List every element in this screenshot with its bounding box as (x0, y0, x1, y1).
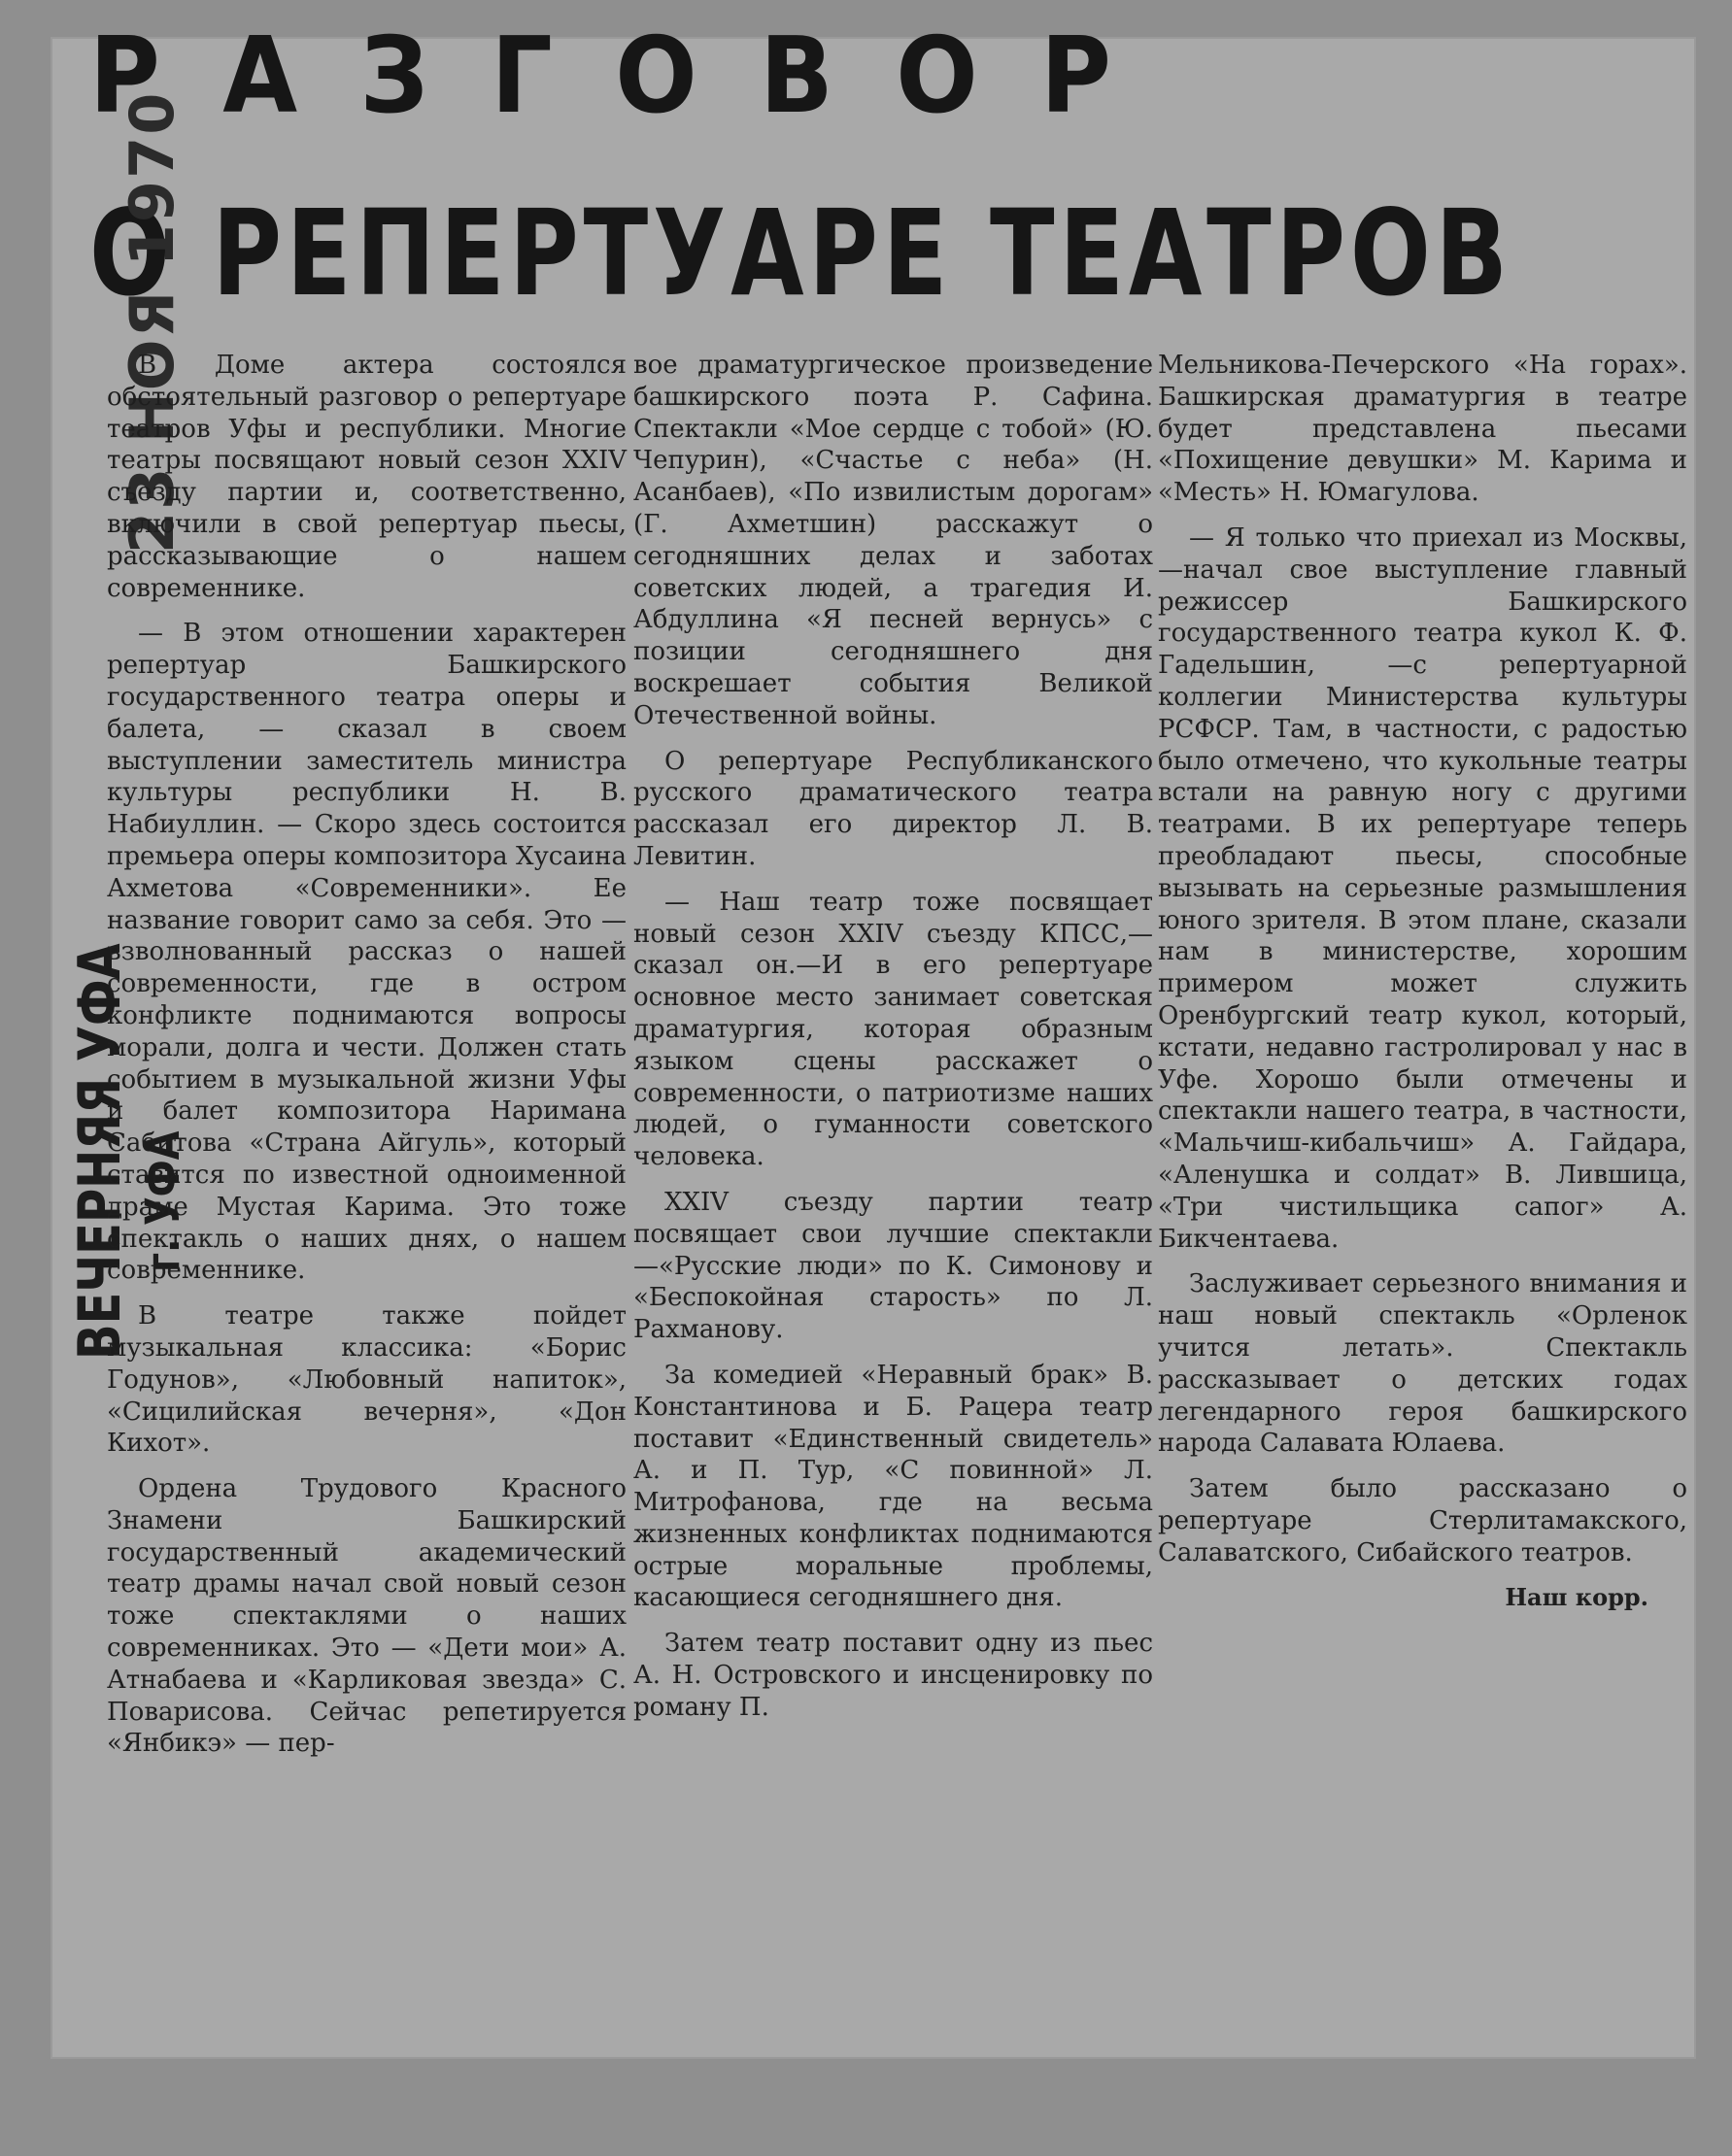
headline-line-2: О РЕПЕРТУАРЕ ТЕАТРОВ (89, 185, 1512, 322)
paragraph: Затем театр поставит одну из пьес А. Н. Островского и инсценировку по роману П. (633, 1629, 1153, 1722)
paragraph: Затем было рассказано о репертуаре Стерлитамакского, Салаватского, Сибайского театров. (1158, 1474, 1687, 1567)
article-signature: Наш корр. (1505, 1583, 1648, 1612)
paragraph: В Доме актера состоялся обстоятельный разговор о репертуаре театров Уфы и республики. Многие театры посвящают новый сезон XXIV съезду партии и, соответственно, включили в свой репертуар пьесы, рассказывающие о нашем современнике. (107, 351, 627, 603)
article-column-3 (1158, 350, 1687, 1614)
paragraph: В театре также пойдет музыкальная классика: «Борис Годунов», «Любовный напиток», «Сицилийская вечерня», «Дон Кихот». (107, 1301, 627, 1459)
paragraph: — Я только что приехал из Москвы,—начал свое выступление главный режиссер Башкирского государственного театра кукол К. Ф. Гадельшин, —с репертуарной коллегии Министерства культуры РСФСР. Там, в частности, с радостью было отмечено, что кукольные театры встали на равную ногу с другими театрами. В их репертуаре теперь преобладают пьесы, способные вызывать на серьезные размышления юного зрителя. В этом плане, сказали нам в министерстве, хорошим примером может служить Оренбургский театр кукол, который, кстати, недавно гастролировал у нас в Уфе. Хорошо были отмечены и спектакли нашего театра, в частности, «Мальчиш-кибальчиш» А. Гайдара, «Аленушка и солдат» В. Лившица, «Три чистильщика сапог» А. Бикчентаева. (1158, 522, 1687, 1254)
paragraph: О репертуаре Республиканского русского драматического театра рассказал его директор Л. В. Левитин. (633, 746, 1153, 871)
paragraph: Мельникова-Печерского «На горах». Башкирская драматургия в театре будет представлена пьесами «Похищение девушки» М. Карима и «Месть» Н. Юмагулова. (1158, 351, 1687, 508)
article-column-2 (633, 350, 1153, 1737)
headline-line-1: РАЗГОВОР (89, 16, 1174, 137)
date-stamp: 23 НОЯ 1970 (117, 90, 187, 554)
paragraph: Ордена Трудового Красного Знамени Башкирский государственный академический театр драмы начал свой новый сезон тоже спектаклями о наших современниках. Это — «Дети мои» А. Атнабаева и «Карликовая звезда» С. Поварисова. Сейчас репетируется «Янбикэ» — пер- (107, 1474, 627, 1759)
paragraph: За комедией «Неравный брак» В. Константинова и Б. Рацера театр поставит «Единственный свидетель» А. и П. Тур, «С повинной» Л. Митрофанова, где на весьма жизненных конфликтах поднимаются острые моральные проблемы, касающиеся сегодняшнего дня. (633, 1360, 1153, 1613)
paragraph: Заслуживает серьезного внимания и наш новый спектакль «Орленок учится летать». Спектакль рассказывает о детских годах легендарного героя башкирского народа Салавата Юлаева. (1158, 1269, 1687, 1459)
paragraph: — В этом отношении характерен репертуар Башкирского государственного театра оперы и балета, — сказал в своем выступлении заместитель министра культуры республики Н. В. Набиуллин. — Скоро здесь состоится премьера оперы композитора Хусаина Ахметова «Современники». Ее название говорит само за себя. Это — взволнованный рассказ о нашей современности, где в остром конфликте поднимаются вопросы морали, долга и чести. Должен стать событием в музыкальной жизни Уфы и балет композитора Наримана Сабитова «Страна Айгуль», который ставится по известной одноименной драме Мустая Карима. Это тоже спектакль о наших днях, о нашем современнике. (107, 619, 627, 1286)
paragraph: XXIV съезду партии театр посвящает свои лучшие спектакли—«Русские люди» по К. Симонову и «Беспокойная старость» по Л. Рахманову. (633, 1187, 1153, 1345)
city-stamp: г. УФА (136, 1130, 190, 1272)
newspaper-name-stamp: ВЕЧЕРНЯЯ УФА (66, 943, 134, 1360)
paragraph: — Наш театр тоже посвящает новый сезон XXIV съезду КПСС,—сказал он.—И в его репертуаре основное место занимает советская драматургия, которая образным языком сцены расскажет о современности, о патриотизме наших людей, о гуманности советского человека. (633, 887, 1153, 1172)
article-column-1 (107, 350, 627, 1773)
paragraph: вое драматургическое произведение башкирского поэта Р. Сафина. Спектакли «Мое сердце с тобой» (Ю. Чепурин), «Счастье с неба» (Н. Асанбаев), «По извилистым дорогам» (Г. Ахметшин) расскажут о сегодняшних делах и заботах советских людей, а трагедия И. Абдуллина «Я песней вернусь» с позиции сегодняшнего дня воскрешает события Великой Отечественной войны. (633, 351, 1153, 730)
